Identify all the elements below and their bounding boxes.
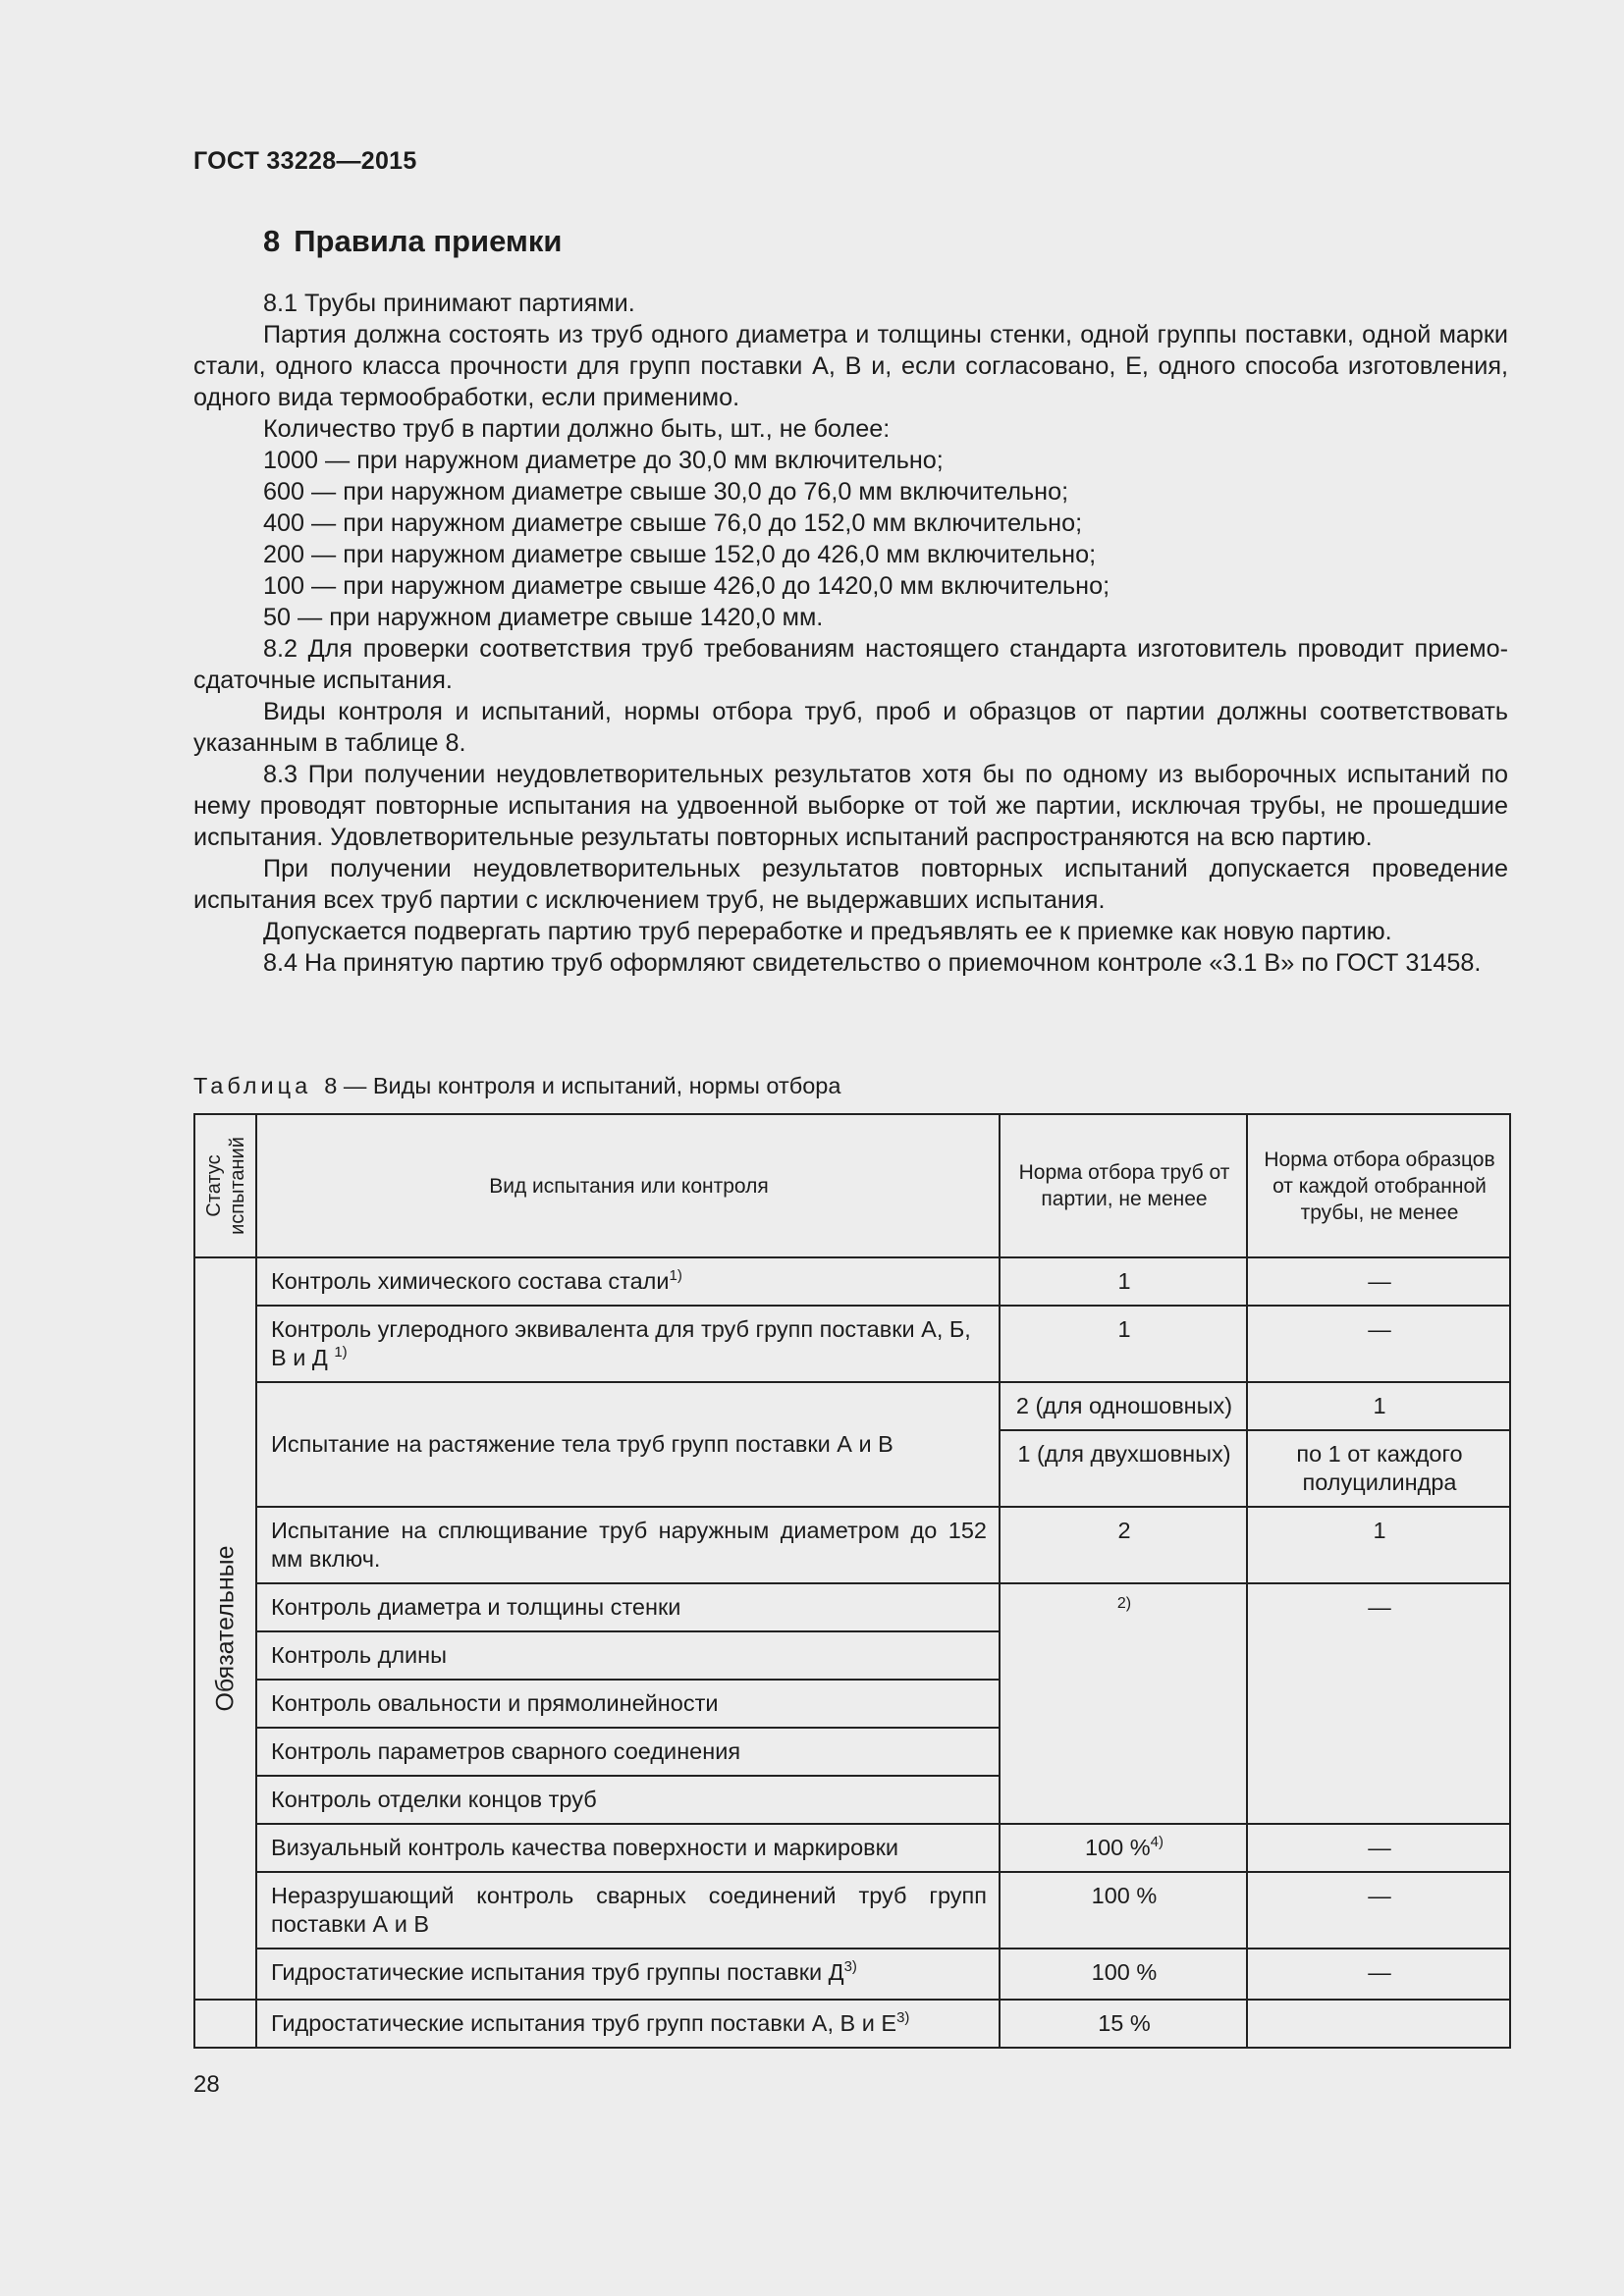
table-row <box>194 1257 1510 1306</box>
pipes-cell: 2 (для одношовных) <box>1000 1382 1247 1430</box>
kind-cell: Неразрушающий контроль сварных соединений труб групп поставки А и В <box>256 1872 1000 1949</box>
paragraph: 8.1 Трубы принимают партиями. <box>263 290 635 317</box>
section-title <box>263 224 562 259</box>
page-number: 28 <box>193 2071 220 2098</box>
table-caption <box>193 1073 840 1099</box>
list-item: 100 — при наружном диаметре свыше 426,0 до 1420,0 мм включительно; <box>263 572 1110 600</box>
table-header-row <box>194 1114 1510 1257</box>
paragraph: 8.3 При получении неудовлетворительных результатов хотя бы по одному из выборочных испытаний по нему проводят повторные испытания на удвоенной выборке от той же партии, исключая трубы, не прошедшие испытания. Удовлетворительные результаты повторных испытаний распространяются на всю партию. <box>193 761 1508 851</box>
kind-cell: Контроль углеродного эквивалента для труб групп поставки А, Б, В и Д $^{1)}$ <box>256 1306 1000 1382</box>
header-status: Статус испытаний <box>194 1114 256 1257</box>
paragraph: При получении неудовлетворительных результатов повторных испытаний допускается проведение испытания всех труб партии с исключением труб, не выдержавших испытания. <box>193 855 1508 914</box>
status-cell-empty <box>194 2000 256 2048</box>
header-samples: Норма отбора образцов от каждой отобранной трубы, не менее <box>1247 1114 1510 1257</box>
document-id: ГОСТ 33228—2015 <box>193 147 417 175</box>
samples-cell: — <box>1247 1306 1510 1382</box>
pipes-cell: 100 % <box>1000 1949 1247 2000</box>
section-title-text: Правила приемки <box>294 224 563 258</box>
status-cell-mandatory: Обязательные <box>194 1257 256 2000</box>
pipes-cell: 1 <box>1000 1306 1247 1382</box>
table-row <box>194 1583 1510 1631</box>
samples-cell: — <box>1247 1824 1510 1872</box>
table-caption-word: Таблица <box>193 1073 312 1098</box>
footnote-ref: 1) <box>669 1267 682 1284</box>
table-row <box>194 1507 1510 1583</box>
header-pipes: Норма отбора труб от партии, не менее <box>1000 1114 1247 1257</box>
pipes-cell: 2 <box>1000 1507 1247 1583</box>
paragraph: 8.2 Для проверки соответствия труб требованиям настоящего стандарта изготовитель проводит приемо-сдаточные испытания. <box>193 635 1508 694</box>
table-caption-text: 8 — Виды контроля и испытаний, нормы отбора <box>324 1073 841 1098</box>
kind-cell: Визуальный контроль качества поверхности и маркировки <box>256 1824 1000 1872</box>
table-row <box>194 1382 1510 1430</box>
table-row <box>194 2000 1510 2048</box>
table-row <box>194 1949 1510 2000</box>
footnote-ref: 4) <box>1150 1834 1164 1850</box>
pipes-cell: 1 <box>1000 1257 1247 1306</box>
table-row <box>194 1306 1510 1382</box>
kind-cell: Испытание на сплющивание труб наружным диаметром до 152 мм включ. <box>256 1507 1000 1583</box>
kind-cell: Контроль химического состава стали$^{1)}$ <box>256 1257 1000 1306</box>
pipes-cell: 100 % <box>1000 1872 1247 1949</box>
samples-cell: 1 <box>1247 1382 1510 1430</box>
kind-cell: Контроль длины <box>256 1631 1000 1680</box>
kind-cell: Гидростатические испытания труб групп поставки А, В и $Е^{3)}$ <box>256 2000 1000 2048</box>
footnote-ref: 2) <box>1116 1595 1132 1612</box>
samples-cell: — <box>1247 1872 1510 1949</box>
kind-cell: Контроль отделки концов труб <box>256 1776 1000 1824</box>
paragraph: 8.4 На принятую партию труб оформляют свидетельство о приемочном контроле «3.1 В» по ГОСТ 31458. <box>263 949 1482 977</box>
footnote-ref: 1) <box>334 1344 348 1361</box>
pipes-cell: 100 %$^{4)}$ <box>1000 1824 1247 1872</box>
table-8 <box>193 1113 1511 2049</box>
paragraph: Количество труб в партии должно быть, шт., не более: <box>263 415 891 443</box>
pipes-cell: 1 (для двухшовных) <box>1000 1430 1247 1507</box>
header-kind: Вид испытания или контроля <box>256 1114 1000 1257</box>
list-item: 1000 — при наружном диаметре до 30,0 мм включительно; <box>263 447 944 474</box>
samples-cell: — <box>1247 1257 1510 1306</box>
kind-cell: Гидростатические испытания труб группы поставки $Д^{3)}$ <box>256 1949 1000 2000</box>
pipes-cell: 15 % <box>1000 2000 1247 2048</box>
body-text <box>193 288 1508 979</box>
paragraph: Виды контроля и испытаний, нормы отбора труб, проб и образцов от партии должны соответствовать указанным в таблице 8. <box>193 698 1508 757</box>
paragraph: Допускается подвергать партию труб переработке и предъявлять ее к приемке как новую партию. <box>263 918 1392 945</box>
list-item: 600 — при наружном диаметре свыше 30,0 до 76,0 мм включительно; <box>263 478 1069 506</box>
paragraph: Партия должна состоять из труб одного диаметра и толщины стенки, одной группы поставки, одной марки стали, одного класса прочности для групп поставки А, В и, если согласовано, Е, одного способа изготовления, одного вида термообработки, если применимо. <box>193 321 1508 411</box>
samples-cell: 1 <box>1247 1507 1510 1583</box>
samples-cell: по 1 от каждого полуцилиндра <box>1247 1430 1510 1507</box>
kind-cell: Контроль овальности и прямолинейности <box>256 1680 1000 1728</box>
pipes-cell <box>1000 1583 1247 1824</box>
samples-cell: — <box>1247 1949 1510 2000</box>
kind-cell: Контроль диаметра и толщины стенки <box>256 1583 1000 1631</box>
footnote-ref: 3) <box>843 1958 857 1975</box>
kind-cell: Контроль параметров сварного соединения <box>256 1728 1000 1776</box>
table-row <box>194 1872 1510 1949</box>
samples-cell: — <box>1247 1583 1510 1824</box>
section-number: 8 <box>263 224 281 258</box>
list-item: 50 — при наружном диаметре свыше 1420,0 мм. <box>263 604 824 631</box>
samples-cell <box>1247 2000 1510 2048</box>
list-item: 200 — при наружном диаметре свыше 152,0 до 426,0 мм включительно; <box>263 541 1097 568</box>
kind-cell: Испытание на растяжение тела труб групп поставки А и В <box>256 1382 1000 1507</box>
table-row <box>194 1824 1510 1872</box>
list-item: 400 — при наружном диаметре свыше 76,0 до 152,0 мм включительно; <box>263 509 1083 537</box>
footnote-ref: 3) <box>896 2009 910 2026</box>
